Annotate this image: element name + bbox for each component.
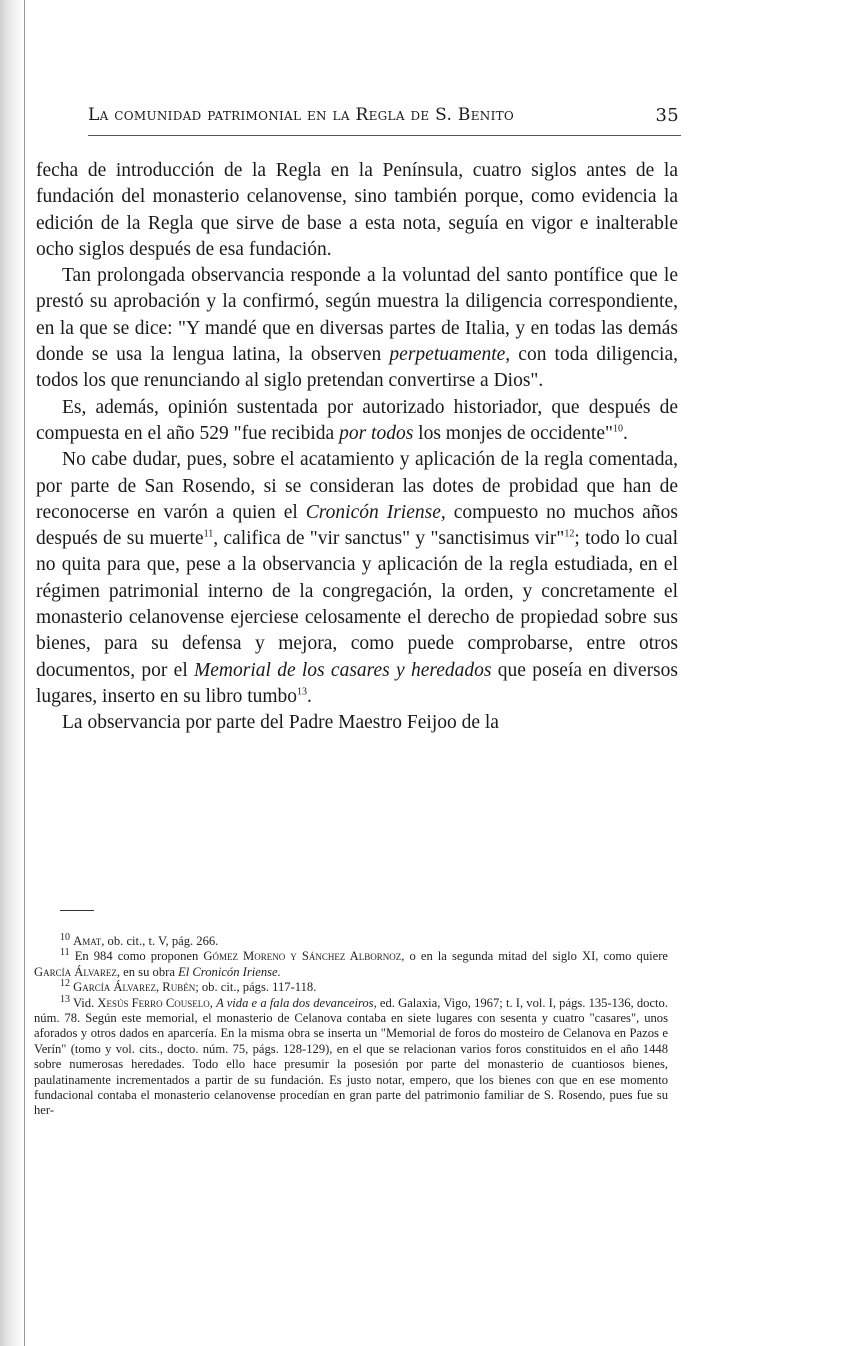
footnote-11: [34, 949, 668, 980]
paragraph-4-text-b: compuesto no muchos años después de su muerte: [36, 501, 679, 550]
footnote-text: ob. cit., t. V, pág. 266.: [104, 934, 219, 948]
paragraph-5: La observancia por parte del Padre Maestro Feijoo de la: [62, 712, 499, 734]
paragraph-2: [36, 263, 678, 394]
footnote-author: García Álvarez,: [34, 964, 120, 979]
footnote-ref-13[interactable]: 13: [297, 686, 308, 698]
paragraph-4-italic-2: Memorial de los casares y heredados: [194, 659, 492, 681]
paragraph-4-text-d: ; todo lo cual no quita para que, pese a la observancia y aplicación de la regla estudiada, en el régimen patrimonial interno de la congregación, la orden, y concretamente el monasterio celanovense ejerciese celosamente el derecho de propiedad sobre sus bienes, para su defensa y mejora, como puede comprobarse, entre otros documentos, por el: [36, 528, 679, 681]
footnote-text: ed. Galaxia, Vigo, 1967; t. I, vol. I, págs. 135-136, docto. núm. 78. Según este memorial, el monasterio de Celanova contaba en siete lugares con sesenta y cuatro "casares", unos aforados y otros dados en aparcería. En la misma obra se inserta un "Memorial de foros do mosteiro de Celanova en Pazos e Verín" (tomo y vol. cits., docto. núm. 75, págs. 128-129), en el que se relacionan varios foros constituidos en el año 1448 sobre numerosas heredades. Todo ello hace presumir la posesión por parte del monasterio de cuantiosos bienes, paulatinamente incrementados a partir de su fundación. Es justo notar, empero, que los bienes con que en ese momento fundacional contaba el monasterio celanovense procedían en gran parte del patrimonio familiar de S. Rosendo, pues fue su her-: [34, 995, 668, 1118]
paragraph-4-text-c: , califica de "vir sanctus" y "sanctisimus vir": [213, 528, 565, 550]
paragraph-2-text-b: con toda diligencia, todos los que renunciando al siglo pretendan convertirse a Dios".: [36, 344, 678, 392]
running-header: [88, 105, 683, 131]
footnote-italic: A vida e a fala dos devanceiros,: [216, 995, 377, 1010]
footnote-mark: 12: [60, 978, 70, 990]
book-spine-shadow: [0, 0, 26, 1346]
footnote-italic: El Cronicón Iriense.: [178, 964, 281, 979]
footnote-text: ob. cit., págs. 117-118.: [198, 980, 317, 995]
paragraph-3: [36, 395, 678, 448]
paragraph-4-end: .: [307, 685, 312, 707]
footnote-10: [34, 931, 668, 949]
footnote-ref-12[interactable]: 12: [564, 528, 575, 540]
footnote-text: En 984 como proponen: [74, 949, 204, 964]
footnote-12: [34, 980, 668, 995]
footnote-ref-10[interactable]: 10: [612, 423, 623, 435]
footnote-text: en su obra: [120, 964, 179, 979]
paragraph-4-text-e: que poseía en diversos lugares, inserto en su libro tumbo: [36, 659, 678, 707]
footnote-text: Vid.: [72, 995, 98, 1010]
page-number: 35: [655, 105, 679, 126]
paragraph-4: [36, 447, 678, 710]
paragraph-2-text-a: Tan prolongada observancia responde a la voluntad del santo pontífice que le prestó su aprobación y la confirmó, según muestra la diligencia correspondiente, en la que se dice: "Y mandé que en diversas partes de Italia, y en todas las demás donde se usa la lengua latina, la observen: [36, 265, 678, 366]
footnote-ref-11[interactable]: 11: [203, 528, 214, 540]
footnote-mark: 11: [60, 947, 70, 959]
paragraph-3-italic: por todos: [339, 422, 414, 444]
footnote-author: García Álvarez, Rubén;: [73, 980, 199, 995]
footnote-13: [34, 993, 668, 1119]
paragraph-3-text-a: Es, además, opinión sustentada por autorizado historiador, que después de compuesta en el año 529 "fue recibida: [36, 396, 678, 444]
paragraph-4-text-a: No cabe dudar, pues, sobre el acatamiento y aplicación de la regla comentada, por parte de San Rosendo, si se consideran las dotes de probidad que han de reconocerse en varón a quien el: [36, 449, 678, 523]
main-text: [36, 158, 678, 737]
paragraph-4-italic-1: Cronicón Iriense,: [305, 501, 446, 523]
paragraph-3-text-b: los monjes de occidente": [413, 422, 613, 444]
footnote-mark: 10: [60, 931, 70, 943]
paragraph-1: fecha de introducción de la Regla en la Península, cuatro siglos antes de la fundación del monasterio celanovense, sino también porque, como evidencia la edición de la Regla que sirve de base a esta nota, seguía en vigor e inalterable ocho siglos después de esa fundación.: [36, 160, 678, 260]
paragraph-2-italic: perpetuamente,: [389, 344, 511, 366]
footnote-author: Xesús Ferro Couselo,: [97, 995, 213, 1010]
page-gutter-line: [24, 0, 25, 1346]
footnotes: [34, 931, 668, 1119]
footnote-mark: 13: [60, 993, 70, 1005]
running-title: La comunidad patrimonial en la Regla de S. Benito: [88, 105, 515, 125]
footnote-text: o en la segunda mitad del siglo XI, como quiere: [404, 949, 668, 964]
footnote-rule: [60, 910, 94, 911]
header-rule: [88, 135, 681, 136]
paragraph-3-end: .: [622, 422, 628, 444]
footnote-author: Gómez Moreno y Sánchez Albornoz,: [203, 949, 405, 964]
footnote-author: Amat,: [73, 934, 105, 948]
